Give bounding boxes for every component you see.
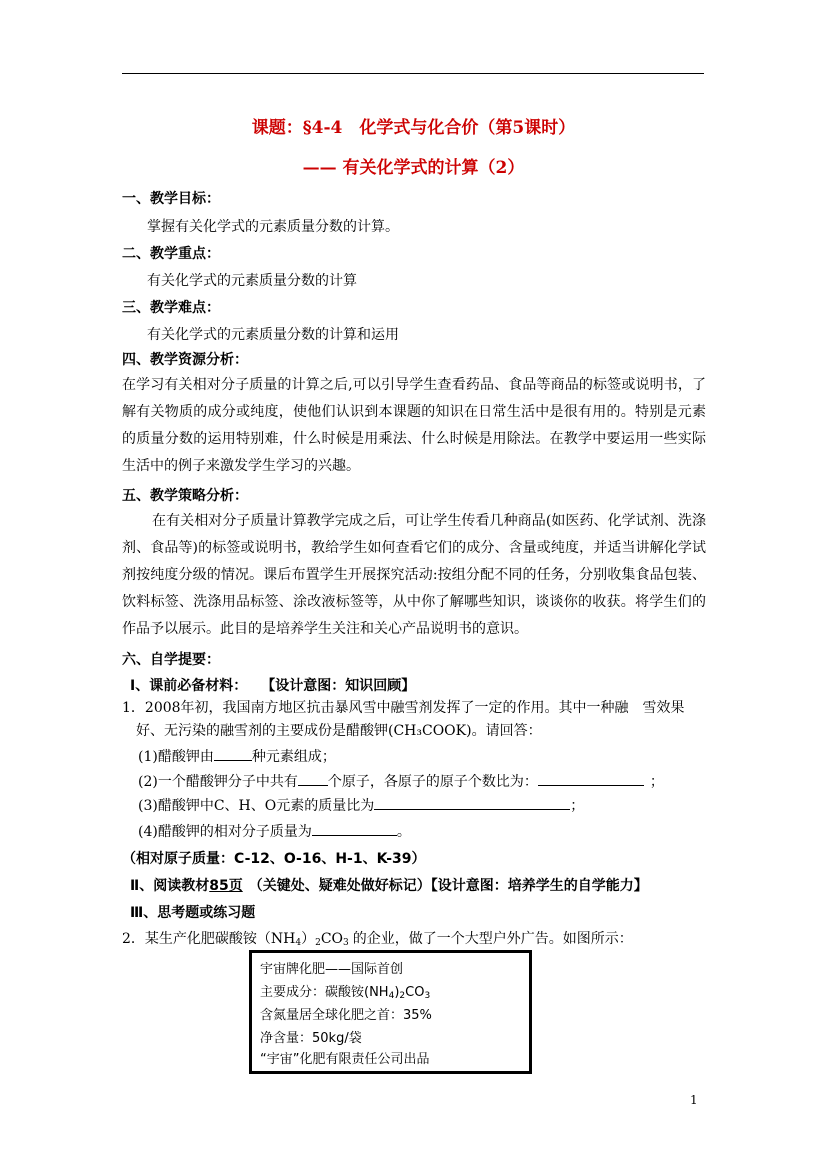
textbook-page: 85页 [209,878,243,894]
question1-line2: 好、无污染的融雪剂的主要成份是醋酸钾(CH₃COOK)。请回答： [136,723,542,739]
section-heading-goal: 一、教学目标： [122,191,220,207]
advertisement-box [249,950,532,1074]
subscript: 3 [424,991,431,1001]
subscript: 4 [295,938,302,948]
ad-net-weight: 净含量：50kg/袋 [260,1031,362,1046]
section-text-difficulty: 有关化学式的元素质量分数的计算和运用 [147,327,399,343]
ad-headline: 宇宙牌化肥——国际首创 [260,962,404,977]
question1-line1: 1．2008年初，我国南方地区抗击暴风雪中融雪剂发挥了一定的作用。其中一种融 雪效果 [122,700,685,716]
answer-blank[interactable] [374,795,570,810]
ad-ingredient-text: CO [405,985,425,1000]
part2-prefix: Ⅱ、阅读教材 [130,878,210,894]
question2-text: CO [320,931,344,947]
section-heading-resources: 四、教学资源分析： [122,352,248,368]
answer-blank[interactable] [298,771,328,786]
question1-c-prefix: (3)醋酸钾中C、H、O元素的质量比为 [138,798,375,814]
section-heading-key: 二、教学重点： [122,246,220,262]
question2-text: 的企业，做了一个大型户外广告。如图所示： [352,931,633,947]
ad-nitrogen-content: 含氮量居全球化肥之首：35% [260,1008,432,1023]
section-text-resources: 在学习有关相对分子质量的计算之后,可以引导学生查看药品、食品等商品的标签或说明书，了解有关物质的成分或纯度，使他们认识到本课题的知识在日常生活中是很有用的。特别是元素的质量分数的运用特别难，什么时候是用乘法、什么时候是用除法。在教学中要运用一些实际生活中的例子来激发学生学习的兴趣。 [122,377,706,474]
section-heading-strategy: 五、教学策略分析： [122,488,248,504]
part3-heading: Ⅲ、思考题或练习题 [130,905,256,921]
answer-blank[interactable] [538,771,644,786]
section-text-strategy: 在有关相对分子质量计算教学完成之后，可让学生传看几种商品(如医药、化学试剂、洗涤剂、食品等)的标签或说明书，教给学生如何查看它们的成分、含量或纯度，并适当讲解化学试剂按纯度分级的情况。课后布置学生开展探究活动:按组分配不同的任务，分别收集食品包装、饮料标签、洗涤用品标签、涂改液标签等，从中你了解哪些知识，谈谈你的收获。将学生们的作品予以展示。此目的是培养学生关注和关心产品说明书的意识。 [122,513,706,637]
question1-a-prefix: (1)醋酸钾由 [138,749,214,765]
header-rule [122,73,704,74]
subscript: 2 [315,938,321,948]
answer-blank[interactable] [214,746,252,761]
atomic-mass-note: （相对原子质量：C-12、O-16、H-1、K-39） [122,851,426,867]
question1-b-suffix: ； [649,774,664,790]
question2-text: ） [301,931,316,947]
question1-c-suffix: ； [570,798,585,814]
ad-ingredient-text: 主要成分：碳酸铵(NH [260,985,389,1000]
question2-text: 2．某生产化肥碳酸铵（NH [122,931,296,947]
question1-a-suffix: 种元素组成； [251,749,336,765]
subscript: 2 [399,991,406,1001]
question1-d [138,821,411,842]
ad-ingredient [260,981,430,1001]
question1-d-prefix: (4)醋酸钾的相对分子质量为 [138,824,312,840]
question1-a [138,746,336,767]
part1-heading: Ⅰ、课前必备材料： 【设计意图：知识回顾】 [130,678,416,694]
section-text-goal: 掌握有关化学式的元素质量分数的计算。 [147,219,399,235]
question1-b-prefix: (2)一个醋酸钾分子中共有 [138,774,298,790]
section-heading-difficulty: 三、教学难点： [122,300,220,316]
part2-heading [130,876,648,896]
question1-b-middle: 个原子，各原子的原子个数比为： [327,774,538,790]
ad-ingredient-text: ) [394,985,400,1000]
section-text-key: 有关化学式的元素质量分数的计算 [147,273,357,289]
question1-b [138,771,664,792]
page-number: 1 [690,1093,698,1107]
part2-suffix: （关键处、疑难处做好标记）【设计意图：培养学生的自学能力】 [248,878,648,894]
page-title: 课题：§4-4 化学式与化合价（第5课时） [251,118,576,138]
subscript: 3 [343,938,349,948]
question1-c [138,795,584,816]
section-heading-self-study: 六、自学提要： [122,652,220,668]
question1-d-suffix: 。 [396,824,411,840]
answer-blank[interactable] [312,821,397,836]
ad-manufacturer: “宇宙”化肥有限责任公司出品 [260,1052,430,1067]
page-subtitle: —— 有关化学式的计算（2） [302,158,525,178]
subscript: 4 [388,991,395,1001]
